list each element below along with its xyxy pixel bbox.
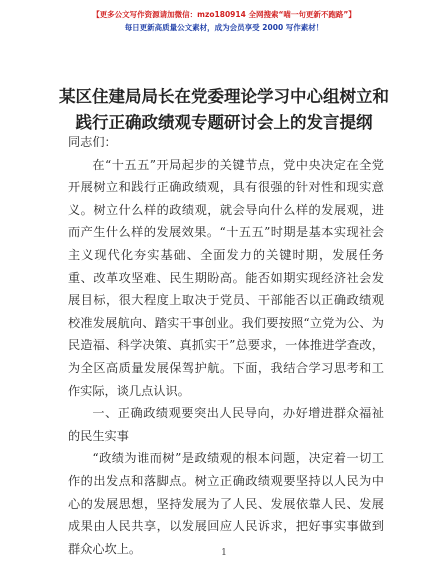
promo-line-membership: 每日更新高质量公文素材，成为会员享受 2000 写作素材！ — [124, 23, 324, 32]
promo-header — [0, 10, 448, 33]
section-heading-1: 一、正确政绩观要突出人民导向，办好增进群众福祉的民生实事 — [68, 406, 384, 443]
paragraph-section-1: “政绩为谁而树”是政绩观的根本问题，决定着一切工作的出发点和落脚点。树立正确政绩观要坚持以人民为中心的发展思想，坚持发展为了人民、发展依靠人民、发展成果由人民共享，以发展回应人民诉求，把好事实事做到群众心坎上。 — [68, 451, 384, 556]
page-number: 1 — [221, 548, 227, 558]
document-title — [40, 84, 408, 136]
title-line-2: 践行正确政绩观专题研讨会上的发言提纲 — [75, 113, 373, 132]
title-line-1: 某区住建局局长在党委理论学习中心组树立和 — [59, 87, 389, 106]
salutation: 同志们： — [68, 135, 117, 149]
paragraph-intro: 在“十五五”开局起步的关键节点，党中央决定在全党开展树立和践行正确政绩观，具有很强的针对性和现实意义。树立什么样的政绩观，就会导向什么样的发展观，进而产生什么样的发展效果。“十五五”时期是基本实现社会主义现代化夯实基础、全面发力的关键时期，发展任务重、改革攻坚难、民生期盼高。能否如期实现经济社会发展目标，很大程度上取决于党员、干部能否以正确政绩观校准发展航向、踏实干事创业。我们要按照“立党为公、为民造福、科学决策、真抓实干”总要求，一体推进学查改，为全区高质量发展保驾护航。下面，我结合学习思考和工作实际，谈几点认识。 — [68, 157, 384, 398]
document-body — [68, 131, 384, 560]
promo-line-wechat: 【更多公文写作资源请加微信：mzo180914 全网搜索“喵一句更新不跑路”】 — [92, 10, 356, 19]
